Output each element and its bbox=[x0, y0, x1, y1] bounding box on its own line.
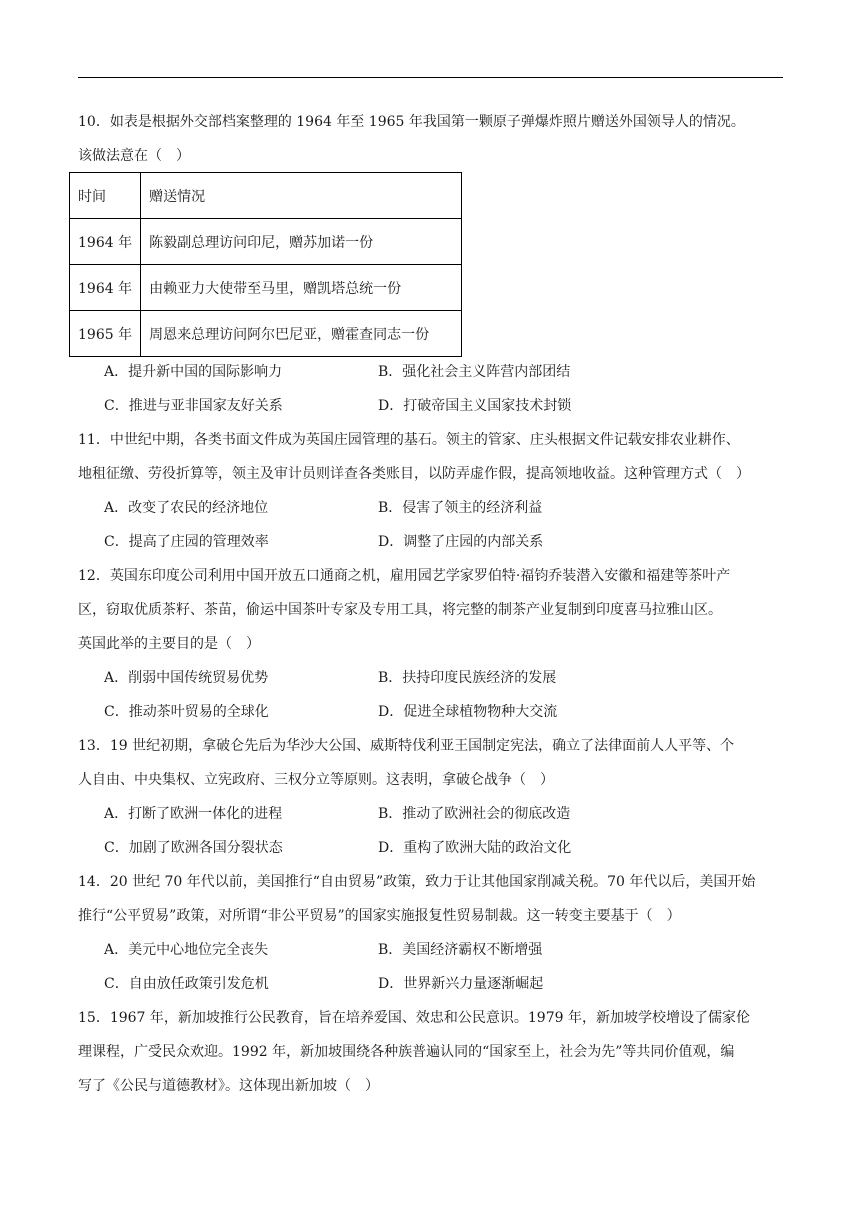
table-cell: 周恩来总理访问阿尔巴尼亚，赠霍查同志一份 bbox=[141, 311, 462, 357]
q10-line-2: 该做法意在（ ） bbox=[78, 148, 190, 164]
q11-option-c[interactable]: C．提高了庄园的管理效率 bbox=[104, 534, 269, 550]
q14-option-a[interactable]: A．美元中心地位完全丧失 bbox=[104, 942, 269, 958]
gift-table bbox=[69, 172, 462, 357]
q12-option-c[interactable]: C．推动茶叶贸易的全球化 bbox=[104, 704, 269, 720]
q12-option-d[interactable]: D．促进全球植物物种大交流 bbox=[378, 704, 558, 720]
q14-line-2: 推行“公平贸易”政策，对所谓“非公平贸易”的国家实施报复性贸易制裁。这一转变主要基于（ ） bbox=[78, 908, 681, 924]
table-cell: 1964 年 bbox=[70, 265, 141, 311]
table-header-row bbox=[70, 173, 462, 219]
q11-line-1: 11．中世纪中期，各类书面文件成为英国庄园管理的基石。领主的管家、庄头根据文件记载安排农业耕作、 bbox=[78, 432, 740, 448]
q13-option-d[interactable]: D．重构了欧洲大陆的政治文化 bbox=[378, 840, 572, 856]
q12-line-1: 12．英国东印度公司利用中国开放五口通商之机，雇用园艺学家罗伯特·福钧乔装潜入安徽和福建等茶叶产 bbox=[78, 568, 731, 584]
q15-line-2: 理课程，广受民众欢迎。1992 年，新加坡围绕各种族普遍认同的“国家至上，社会为先”等共同价值观，编 bbox=[78, 1044, 735, 1060]
q14-option-d[interactable]: D．世界新兴力量逐渐崛起 bbox=[378, 976, 544, 992]
q11-option-a[interactable]: A．改变了农民的经济地位 bbox=[104, 500, 269, 516]
q12-option-b[interactable]: B．扶持印度民族经济的发展 bbox=[378, 670, 557, 686]
q13-line-1: 13．19 世纪初期，拿破仑先后为华沙大公国、威斯特伐利亚王国制定宪法，确立了法律面前人人平等、个 bbox=[78, 738, 735, 754]
q15-line-1: 15．1967 年，新加坡推行公民教育，旨在培养爱国、效忠和公民意识。1979 年，新加坡学校增设了儒家伦 bbox=[78, 1010, 750, 1026]
q13-option-c[interactable]: C．加剧了欧洲各国分裂状态 bbox=[104, 840, 283, 856]
table-cell: 1964 年 bbox=[70, 219, 141, 265]
table-header-time: 时间 bbox=[70, 173, 141, 219]
q14-option-c[interactable]: C．自由放任政策引发危机 bbox=[104, 976, 269, 992]
q11-option-b[interactable]: B．侵害了领主的经济利益 bbox=[378, 500, 543, 516]
table-row bbox=[70, 219, 462, 265]
table-cell: 由赖亚力大使带至马里，赠凯塔总统一份 bbox=[141, 265, 462, 311]
q14-option-b[interactable]: B．美国经济霸权不断增强 bbox=[378, 942, 543, 958]
q11-option-d[interactable]: D．调整了庄园的内部关系 bbox=[378, 534, 544, 550]
q10-option-a[interactable]: A．提升新中国的国际影响力 bbox=[104, 364, 283, 380]
q12-line-2: 区，窃取优质茶籽、茶苗，偷运中国茶叶专家及专用工具，将完整的制茶产业复制到印度喜马拉雅山区。 bbox=[78, 602, 722, 618]
table-cell: 陈毅副总理访问印尼，赠苏加诺一份 bbox=[141, 219, 462, 265]
q12-line-3: 英国此举的主要目的是（ ） bbox=[78, 636, 260, 652]
table-row bbox=[70, 265, 462, 311]
q14-line-1: 14．20 世纪 70 年代以前，美国推行“自由贸易”政策，致力于让其他国家削减关税。70 年代以后，美国开始 bbox=[78, 874, 756, 890]
q13-option-b[interactable]: B．推动了欧洲社会的彻底改造 bbox=[378, 806, 571, 822]
q10-option-d[interactable]: D．打破帝国主义国家技术封锁 bbox=[378, 398, 572, 414]
q11-line-2: 地租征缴、劳役折算等，领主及审计员则详查各类账目，以防弄虚作假，提高领地收益。这种管理方式（ ） bbox=[78, 466, 750, 482]
q15-line-3: 写了《公民与道德教材》。这体现出新加坡（ ） bbox=[78, 1078, 379, 1094]
table-cell: 1965 年 bbox=[70, 311, 141, 357]
q12-option-a[interactable]: A．削弱中国传统贸易优势 bbox=[104, 670, 269, 686]
q13-option-a[interactable]: A．打断了欧洲一体化的进程 bbox=[104, 806, 283, 822]
table-header-detail: 赠送情况 bbox=[141, 173, 462, 219]
q10-line-1: 10．如表是根据外交部档案整理的 1964 年至 1965 年我国第一颗原子弹爆炸照片赠送外国领导人的情况。 bbox=[78, 114, 745, 130]
q10-option-c[interactable]: C．推进与亚非国家友好关系 bbox=[104, 398, 283, 414]
table-row bbox=[70, 311, 462, 357]
q10-option-b[interactable]: B．强化社会主义阵营内部团结 bbox=[378, 364, 571, 380]
q13-line-2: 人自由、中央集权、立宪政府、三权分立等原则。这表明，拿破仑战争（ ） bbox=[78, 772, 554, 788]
header-rule bbox=[78, 77, 783, 78]
